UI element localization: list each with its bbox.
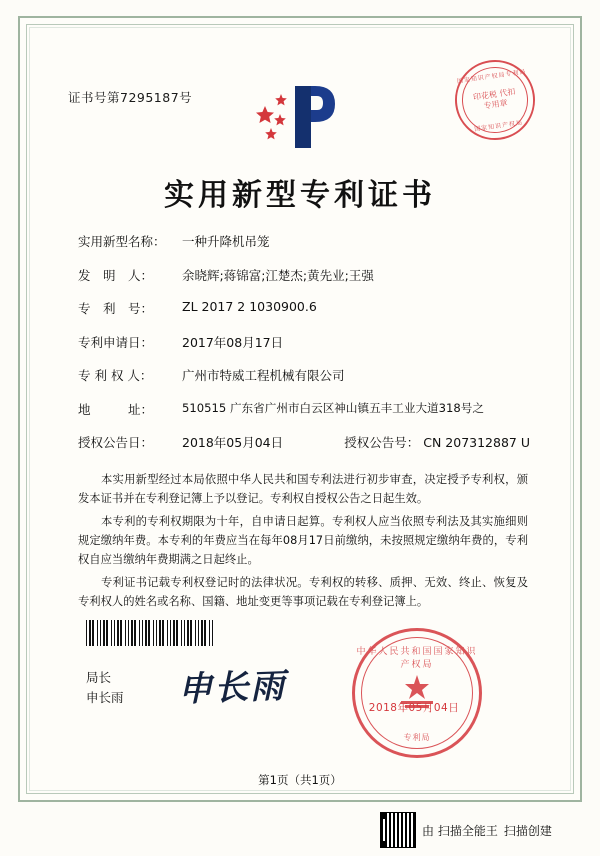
page-title: 实用新型专利证书 <box>164 178 436 213</box>
scan-text-primary: 由 扫描全能王 <box>422 823 498 838</box>
barcode <box>86 620 214 646</box>
signature-block <box>86 668 124 708</box>
field-value: 2017年08月17日 <box>182 334 284 350</box>
tax-stamp-arc-bottom: 国家知识产权局 <box>473 119 524 134</box>
official-seal-arc-top: 中华人民共和国国家知识产权局 <box>356 647 478 670</box>
field-row-patentee <box>78 366 530 384</box>
field-value: 一种升降机吊笼 <box>182 234 270 249</box>
handwritten-signature: 申长雨 <box>177 666 287 710</box>
official-seal <box>352 628 482 758</box>
field-label: 专 利 权 人： <box>78 368 153 383</box>
official-seal-arc-bottom: 专利局 <box>403 733 431 742</box>
page-count: 第1页（共1页） <box>258 773 342 787</box>
field-row-application-date <box>78 333 530 351</box>
cnipa-logo-icon <box>255 80 347 152</box>
tax-stamp-center-text: 印花税 代扣专用章 <box>472 87 516 111</box>
certificate-serial-number: 证书号第7295187号 <box>68 90 193 105</box>
scan-watermark <box>380 812 552 848</box>
legal-paragraph-1: 本实用新型经过本局依照中华人民共和国专利法进行初步审查，决定授予专利权，颁发本证书并在专利登记簿上予以登记。专利权自授权公告之日起生效。 <box>78 473 528 505</box>
grant-announcement-number-value: CN 207312887 U <box>423 435 530 450</box>
qr-code-icon <box>380 812 416 848</box>
field-label: 专 利 号： <box>78 301 154 316</box>
grant-announcement-number-label: 授权公告号： <box>344 435 420 450</box>
field-value: 2018年05月04日 <box>182 435 284 450</box>
field-row-address <box>78 400 530 418</box>
commissioner-name-label: 申长雨 <box>86 690 124 705</box>
tax-stamp-arc-top: 国家知识产权局专利局 <box>456 68 527 86</box>
field-value: 广州市特威工程机械有限公司 <box>182 368 345 383</box>
legal-paragraph-3: 专利证书记载专利权登记时的法律状况。专利权的转移、质押、无效、终止、恢复及专利权人的姓名或名称、国籍、地址变更等事项记载在专利登记簿上。 <box>78 576 528 608</box>
certificate-fields <box>78 232 530 467</box>
field-value: 510515 广东省广州市白云区神山镇五丰工业大道318号之 <box>182 400 484 415</box>
grant-announcement-number-group <box>344 433 530 451</box>
field-label: 授权公告日： <box>78 435 154 450</box>
legal-paragraph-2: 本专利的专利权期限为十年，自申请日起算。专利权人应当依照专利法及其实施细则规定缴纳年费。本专利的年费应当在每年08月17日前缴纳，未按照规定缴纳年费的，专利权自应当缴纳年费期满之日起终止。 <box>78 515 528 566</box>
field-row-patent-number <box>78 299 530 317</box>
field-label: 发 明 人： <box>78 267 154 283</box>
field-row-utility-model-name <box>78 232 530 250</box>
field-value: ZL 2017 2 1030900.6 <box>182 299 317 314</box>
legal-paragraphs <box>78 470 528 615</box>
field-row-grant-announcement <box>78 433 530 451</box>
field-value: 余晓辉;蒋锦富;江楚杰;黄先业;王强 <box>182 267 374 283</box>
scan-text-secondary: 扫描创建 <box>503 823 552 838</box>
field-label: 地 址： <box>78 401 154 417</box>
official-seal-date: 2018年05月04日 <box>368 702 460 714</box>
commissioner-title-label: 局长 <box>86 670 112 685</box>
field-label: 专利申请日： <box>78 334 154 350</box>
field-label: 实用新型名称： <box>78 234 166 249</box>
field-row-inventors <box>78 266 530 284</box>
